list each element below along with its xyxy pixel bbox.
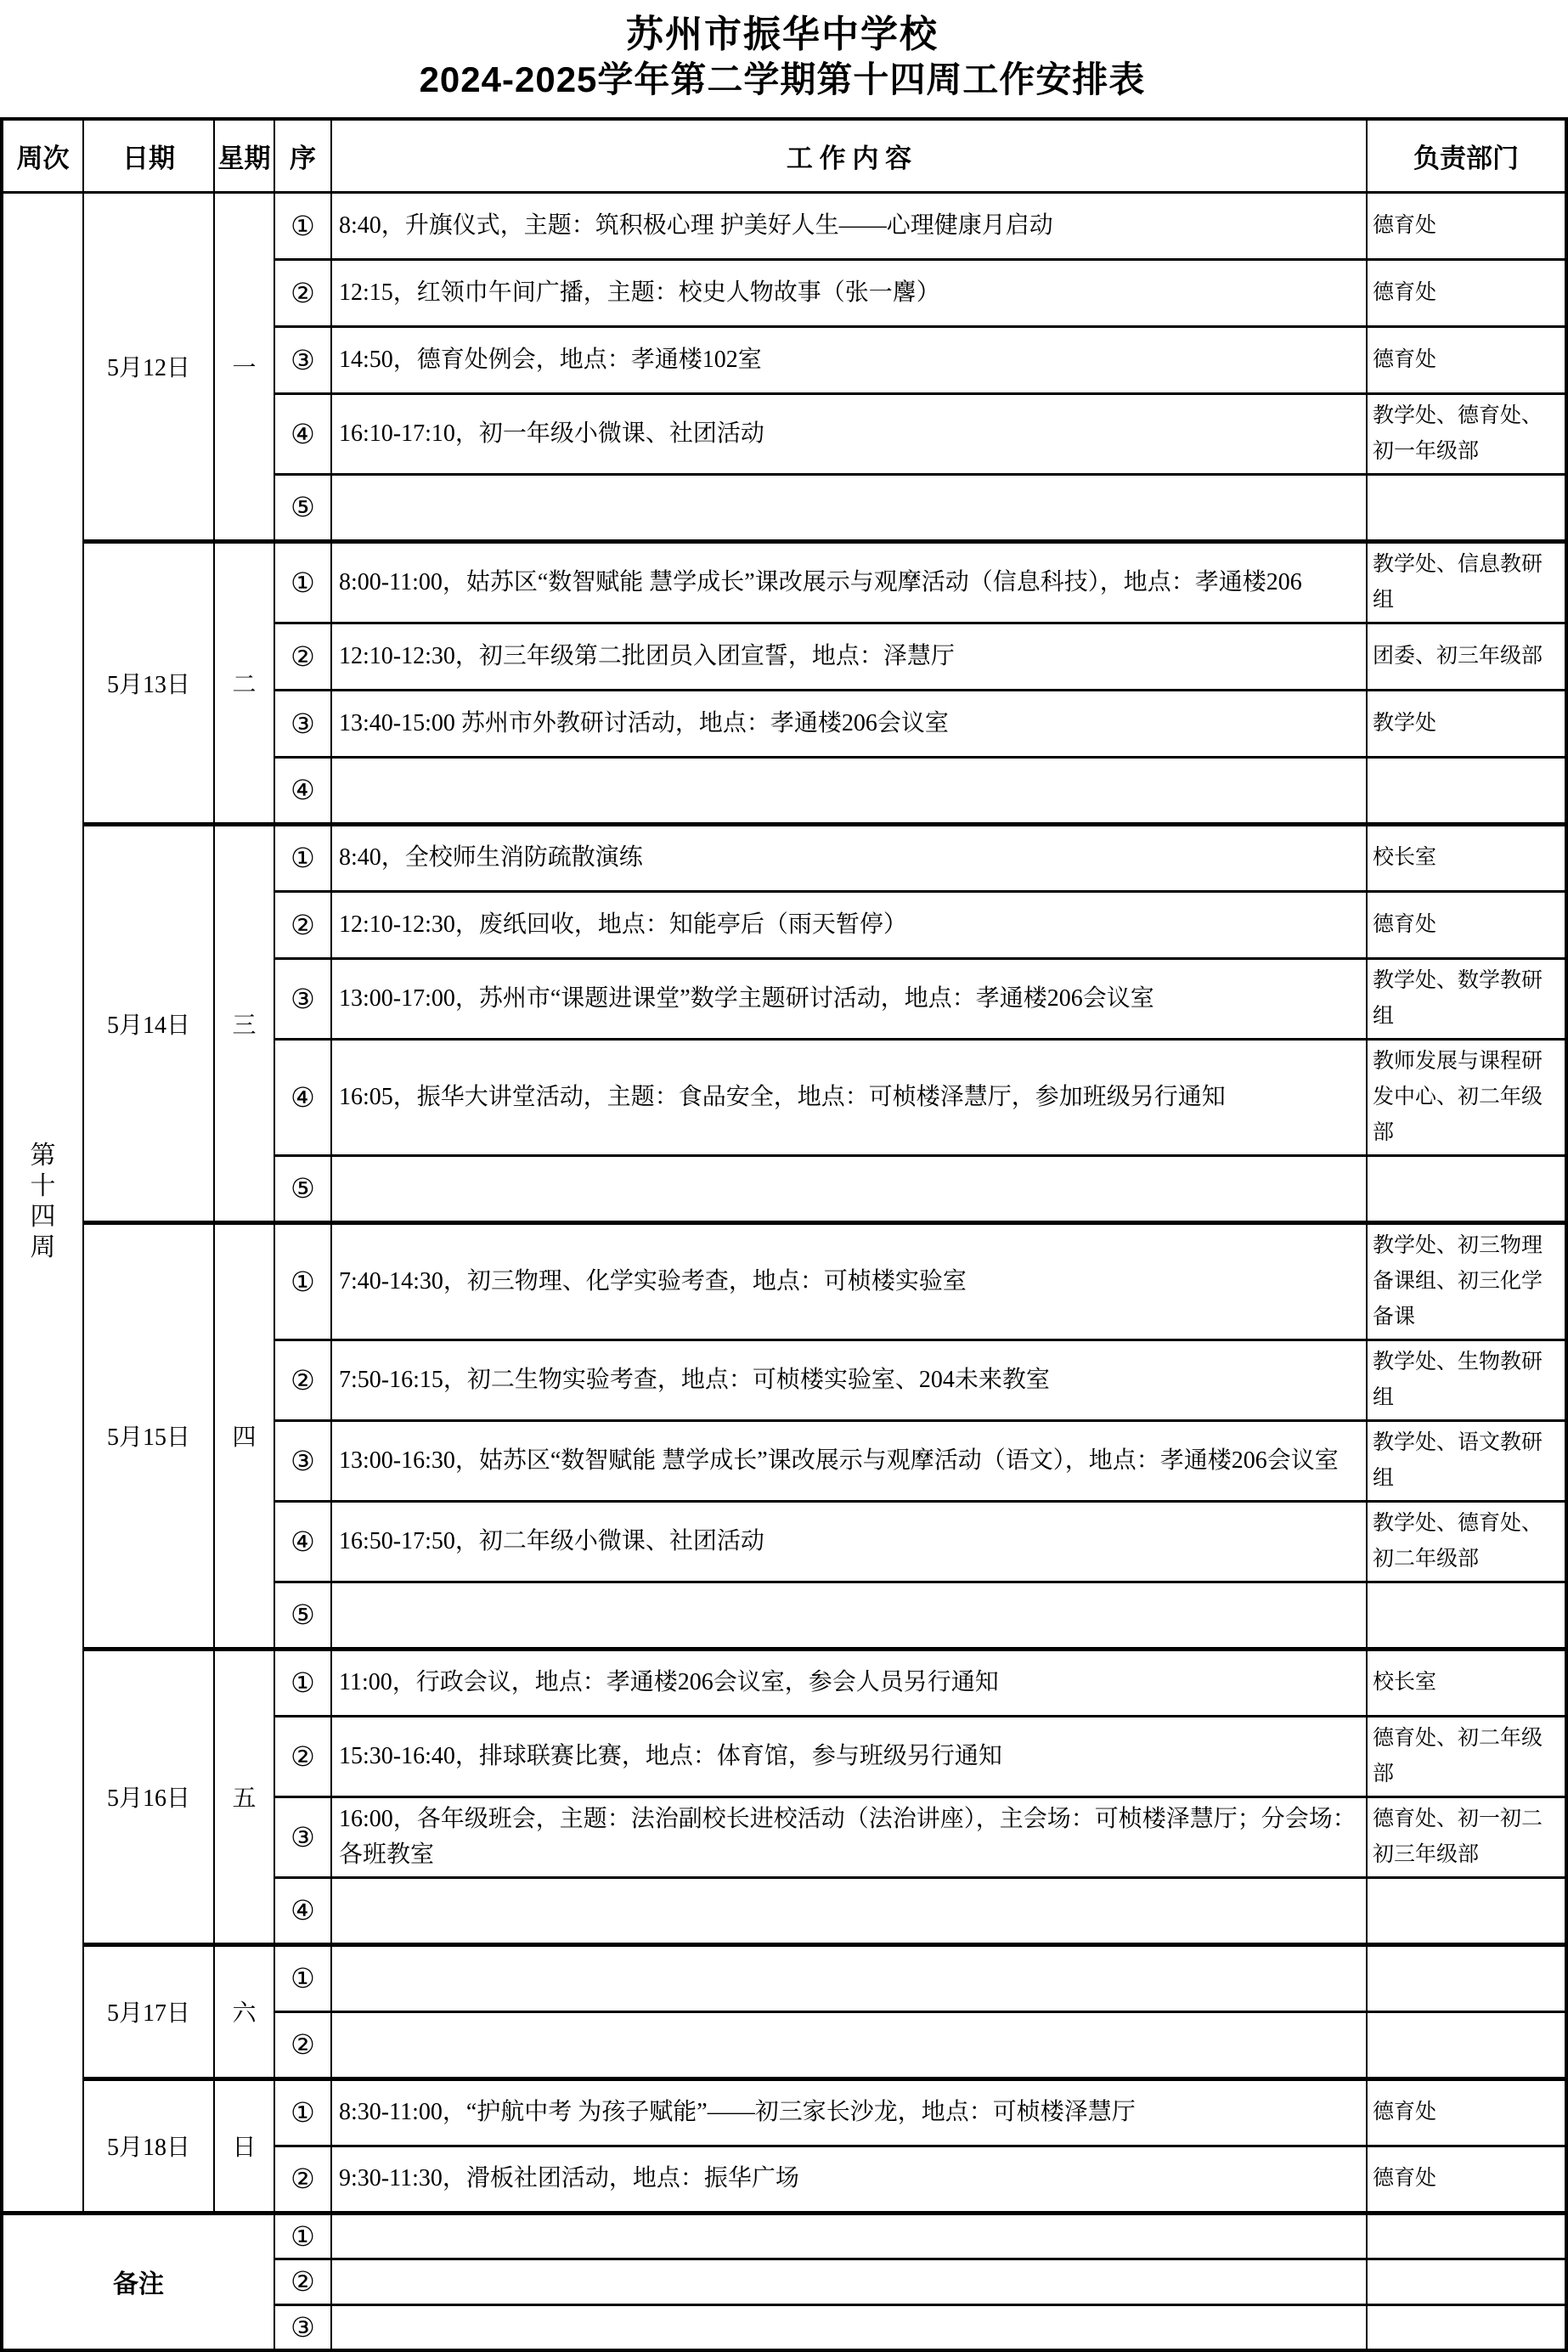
content-cell	[331, 1155, 1367, 1222]
seq-cell: ③	[274, 2304, 331, 2350]
header-date: 日期	[83, 119, 214, 192]
seq-cell: ④	[274, 757, 331, 824]
content-cell	[331, 757, 1367, 824]
content-cell: 7:40-14:30，初三物理、化学实验考查，地点：可桢楼实验室	[331, 1222, 1367, 1340]
content-cell	[331, 2259, 1367, 2304]
table-row	[2, 1944, 1566, 2011]
content-cell: 16:00，各年级班会，主题：法治副校长进校活动（法治讲座），主会场：可桢楼泽慧厅；分会场：各班教室	[331, 1796, 1367, 1877]
header-seq: 序	[274, 119, 331, 192]
content-cell: 7:50-16:15，初二生物实验考查，地点：可桢楼实验室、204未来教室	[331, 1340, 1367, 1420]
seq-cell: ②	[274, 259, 331, 326]
department-cell: 教学处、初三物理备课组、初三化学备课	[1367, 1222, 1566, 1340]
content-cell	[331, 474, 1367, 541]
seq-cell: ⑤	[274, 1582, 331, 1649]
school-name: 苏州市振华中学校	[626, 14, 939, 55]
department-cell: 德育处	[1367, 891, 1566, 958]
content-cell: 9:30-11:30，滑板社团活动，地点：振华广场	[331, 2146, 1367, 2213]
seq-cell: ①	[274, 1222, 331, 1340]
schedule-title: 2024-2025学年第二学期第十四周工作安排表	[419, 59, 1146, 99]
seq-cell: ①	[274, 1944, 331, 2011]
date-cell: 5月17日	[83, 1944, 214, 2078]
week-cell	[2, 192, 83, 2213]
content-cell: 8:40，升旗仪式，主题：筑积极心理 护美好人生——心理健康月启动	[331, 192, 1367, 259]
date-cell: 5月13日	[83, 541, 214, 824]
department-cell: 德育处	[1367, 2146, 1566, 2213]
table-row	[2, 541, 1566, 623]
header-department: 负责部门	[1367, 119, 1566, 192]
department-cell	[1367, 1944, 1566, 2011]
table-row	[2, 1649, 1566, 1716]
department-cell: 教师发展与课程研发中心、初二年级部	[1367, 1039, 1566, 1155]
department-cell: 教学处、德育处、初一年级部	[1367, 393, 1566, 474]
seq-cell: ①	[274, 2213, 331, 2259]
weekday-cell: 四	[214, 1222, 274, 1649]
seq-cell: ②	[274, 891, 331, 958]
department-cell: 校长室	[1367, 1649, 1566, 1716]
department-cell	[1367, 2213, 1566, 2259]
department-cell: 德育处	[1367, 2078, 1566, 2146]
remarks-label-cell: 备注	[2, 2213, 274, 2350]
table-row	[2, 824, 1566, 891]
seq-cell: ②	[274, 623, 331, 690]
schedule-body	[2, 192, 1566, 2350]
content-cell: 16:05，振华大讲堂活动，主题：食品安全，地点：可桢楼泽慧厅，参加班级另行通知	[331, 1039, 1367, 1155]
department-cell: 教学处、数学教研组	[1367, 958, 1566, 1039]
content-cell: 8:00-11:00，姑苏区“数智赋能 慧学成长”课改展示与观摩活动（信息科技），地点：孝通楼206	[331, 541, 1367, 623]
content-cell: 13:00-16:30，姑苏区“数智赋能 慧学成长”课改展示与观摩活动（语文），地点：孝通楼206会议室	[331, 1420, 1367, 1501]
weekday-cell: 五	[214, 1649, 274, 1944]
content-cell: 16:10-17:10，初一年级小微课、社团活动	[331, 393, 1367, 474]
department-cell: 德育处	[1367, 326, 1566, 393]
content-cell: 11:00，行政会议，地点：孝通楼206会议室，参会人员另行通知	[331, 1649, 1367, 1716]
weekday-cell: 日	[214, 2078, 274, 2213]
table-row	[2, 1222, 1566, 1340]
department-cell	[1367, 2304, 1566, 2350]
content-cell: 12:10-12:30，初三年级第二批团员入团宣誓，地点：泽慧厅	[331, 623, 1367, 690]
header-week: 周次	[2, 119, 83, 192]
seq-cell: ②	[274, 1340, 331, 1420]
department-cell	[1367, 474, 1566, 541]
department-cell: 教学处	[1367, 690, 1566, 757]
date-cell: 5月15日	[83, 1222, 214, 1649]
seq-cell: ③	[274, 690, 331, 757]
weekday-cell: 二	[214, 541, 274, 824]
department-cell: 德育处、初二年级部	[1367, 1716, 1566, 1796]
header-row	[2, 119, 1566, 192]
seq-cell: ⑤	[274, 474, 331, 541]
department-cell	[1367, 2011, 1566, 2078]
header-content: 工 作 内 容	[331, 119, 1367, 192]
content-cell: 15:30-16:40，排球联赛比赛，地点：体育馆，参与班级另行通知	[331, 1716, 1367, 1796]
schedule-table	[0, 117, 1568, 2352]
seq-cell: ②	[274, 2146, 331, 2213]
content-cell: 16:50-17:50，初二年级小微课、社团活动	[331, 1501, 1367, 1582]
seq-cell: ④	[274, 393, 331, 474]
header-weekday: 星期	[214, 119, 274, 192]
department-cell: 教学处、语文教研组	[1367, 1420, 1566, 1501]
table-row	[2, 192, 1566, 259]
content-cell	[331, 1944, 1367, 2011]
content-cell	[331, 2304, 1367, 2350]
weekday-cell: 六	[214, 1944, 274, 2078]
page-title	[0, 0, 1565, 102]
department-cell: 校长室	[1367, 824, 1566, 891]
department-cell: 德育处	[1367, 192, 1566, 259]
content-cell	[331, 2011, 1367, 2078]
department-cell: 德育处、初一初二初三年级部	[1367, 1796, 1566, 1877]
date-cell: 5月12日	[83, 192, 214, 541]
date-cell: 5月18日	[83, 2078, 214, 2213]
content-cell	[331, 1877, 1367, 1944]
content-cell: 12:10-12:30，废纸回收，地点：知能亭后（雨天暂停）	[331, 891, 1367, 958]
content-cell: 8:40，全校师生消防疏散演练	[331, 824, 1367, 891]
department-cell	[1367, 1155, 1566, 1222]
content-cell	[331, 1582, 1367, 1649]
content-cell: 8:30-11:00，“护航中考 为孩子赋能”——初三家长沙龙，地点：可桢楼泽慧厅	[331, 2078, 1367, 2146]
seq-cell: ③	[274, 326, 331, 393]
seq-cell: ①	[274, 824, 331, 891]
content-cell: 13:40-15:00 苏州市外教研讨活动，地点：孝通楼206会议室	[331, 690, 1367, 757]
seq-cell: ①	[274, 2078, 331, 2146]
department-cell: 德育处	[1367, 259, 1566, 326]
content-cell: 14:50，德育处例会，地点：孝通楼102室	[331, 326, 1367, 393]
seq-cell: ②	[274, 1716, 331, 1796]
content-cell: 13:00-17:00，苏州市“课题进课堂”数学主题研讨活动，地点：孝通楼206会议室	[331, 958, 1367, 1039]
week-label: 第十四周	[30, 1142, 56, 1261]
department-cell	[1367, 1877, 1566, 1944]
seq-cell: ①	[274, 1649, 331, 1716]
seq-cell: ①	[274, 541, 331, 623]
seq-cell: ④	[274, 1501, 331, 1582]
department-cell: 教学处、信息教研组	[1367, 541, 1566, 623]
date-cell: 5月16日	[83, 1649, 214, 1944]
department-cell	[1367, 757, 1566, 824]
content-cell	[331, 2213, 1367, 2259]
weekday-cell: 三	[214, 824, 274, 1222]
department-cell	[1367, 1582, 1566, 1649]
seq-cell: ①	[274, 192, 331, 259]
content-cell: 12:15，红领巾午间广播，主题：校史人物故事（张一麐）	[331, 259, 1367, 326]
table-row	[2, 2213, 1566, 2259]
table-row	[2, 2078, 1566, 2146]
seq-cell: ②	[274, 2259, 331, 2304]
seq-cell: ⑤	[274, 1155, 331, 1222]
seq-cell: ④	[274, 1039, 331, 1155]
department-cell: 教学处、生物教研组	[1367, 1340, 1566, 1420]
seq-cell: ②	[274, 2011, 331, 2078]
department-cell	[1367, 2259, 1566, 2304]
department-cell: 团委、初三年级部	[1367, 623, 1566, 690]
seq-cell: ④	[274, 1877, 331, 1944]
department-cell: 教学处、德育处、初二年级部	[1367, 1501, 1566, 1582]
date-cell: 5月14日	[83, 824, 214, 1222]
weekday-cell: 一	[214, 192, 274, 541]
seq-cell: ③	[274, 1420, 331, 1501]
seq-cell: ③	[274, 1796, 331, 1877]
seq-cell: ③	[274, 958, 331, 1039]
